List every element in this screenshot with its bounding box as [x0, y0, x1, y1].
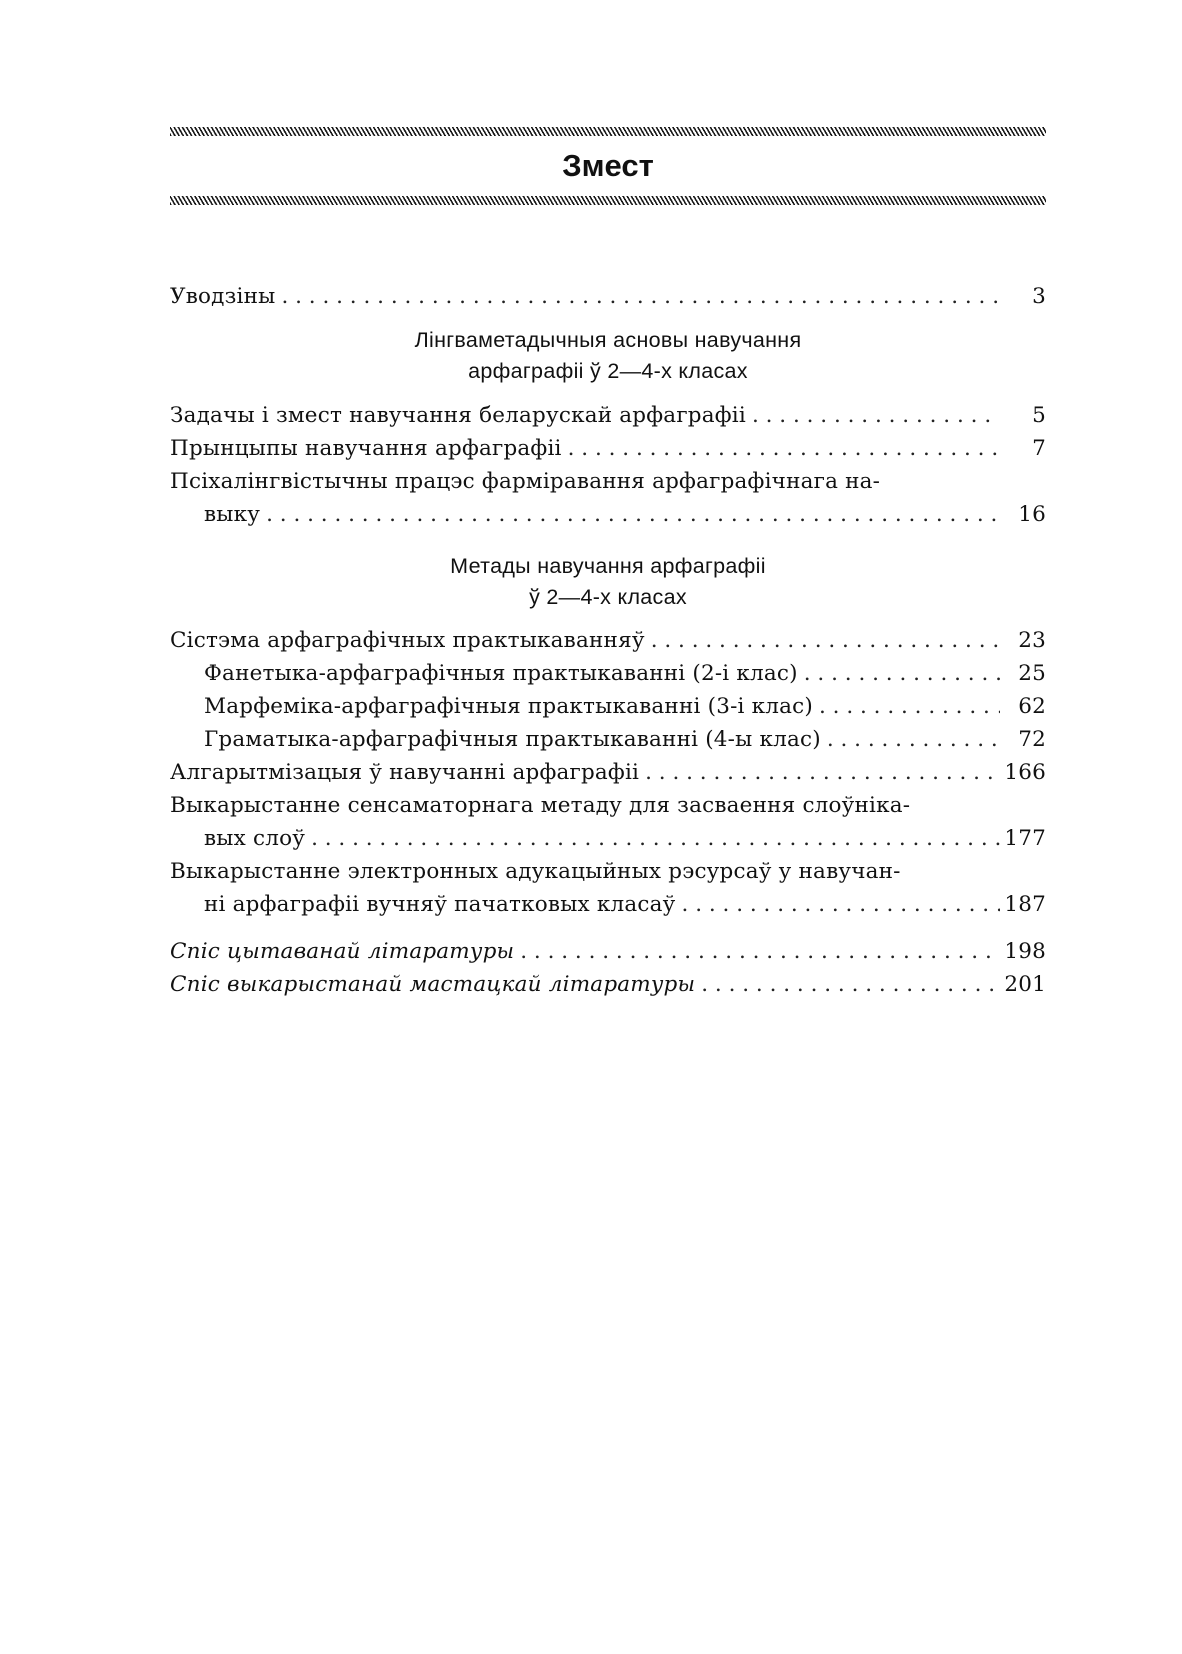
toc-entry-continuation: [170, 888, 1046, 921]
dot-leader: [281, 280, 1000, 313]
toc-page-number: 3: [1032, 284, 1046, 309]
toc-entry[interactable]: [170, 465, 1046, 531]
toc-page-number: 198: [1004, 939, 1046, 964]
table-of-contents: [170, 280, 1046, 1001]
dot-leader: [520, 935, 1000, 968]
toc-entry-text: Задачы і змест навучання беларускай арфаграфіі: [170, 403, 746, 428]
dot-leader: [804, 657, 1000, 690]
section-heading-1: [170, 325, 1046, 387]
toc-entry-text: Спіс выкарыстанай мастацкай літаратуры: [170, 972, 696, 997]
section-heading-2: [170, 551, 1046, 613]
toc-entry-text-line1: Псіхалінгвістычны працэс фарміравання арфаграфічнага на-: [170, 469, 881, 494]
toc-entry-text: Прынцыпы навучання арфаграфіі: [170, 436, 562, 461]
section-heading-line: ў 2—4-х класах: [529, 585, 687, 609]
toc-entry-text: Сістэма арфаграфічных практыкаванняў: [170, 628, 645, 653]
toc-page-number: 5: [1032, 403, 1046, 428]
toc-subentry[interactable]: [170, 723, 1046, 756]
toc-entry-literature[interactable]: [170, 935, 1046, 968]
top-hatched-rule: [170, 127, 1046, 136]
toc-entry-text-line2: вых слоў: [204, 826, 306, 851]
toc-entry-text: Фанетыка-арфаграфічныя практыкаванні (2-і клас): [204, 661, 798, 686]
toc-page-number: 62: [1018, 694, 1046, 719]
toc-entry[interactable]: [170, 855, 1046, 921]
dot-leader: [568, 432, 1000, 465]
toc-entry-text-line2: выку: [204, 502, 261, 527]
toc-page-number: 23: [1018, 628, 1046, 653]
toc-page: [170, 0, 1046, 1654]
toc-entry[interactable]: [170, 624, 1046, 657]
toc-entry[interactable]: [170, 756, 1046, 789]
section-heading-line: арфаграфіі ў 2—4-х класах: [468, 359, 748, 383]
toc-subentry[interactable]: [170, 657, 1046, 690]
page-title: Змест: [562, 148, 654, 183]
toc-page-number: 72: [1018, 727, 1046, 752]
dot-leader: [827, 723, 1000, 756]
toc-entry-text: Алгарытмізацыя ў навучанні арфаграфіі: [170, 760, 640, 785]
dot-leader: [752, 399, 1000, 432]
dot-leader: [819, 690, 1000, 723]
spacer: [170, 921, 1046, 935]
toc-page-number: 187: [1004, 892, 1046, 917]
toc-subentry[interactable]: [170, 690, 1046, 723]
toc-entry-literature[interactable]: [170, 968, 1046, 1001]
dot-leader: [266, 498, 1000, 531]
toc-page-number: 25: [1018, 661, 1046, 686]
toc-page-number: 177: [1004, 826, 1046, 851]
dot-leader: [645, 756, 1000, 789]
dot-leader: [682, 888, 1000, 921]
dot-leader: [651, 624, 1000, 657]
toc-entry-text: Уводзіны: [170, 284, 276, 309]
toc-entry-text: Спіс цытаванай літаратуры: [170, 939, 515, 964]
toc-entry-text-line1: Выкарыстанне сенсаматорнага метаду для засваення слоўніка-: [170, 793, 911, 818]
toc-entry[interactable]: [170, 789, 1046, 855]
toc-page-number: 201: [1004, 972, 1046, 997]
toc-page-number: 16: [1018, 502, 1046, 527]
bottom-hatched-rule: [170, 196, 1046, 205]
toc-page-number: 7: [1032, 436, 1046, 461]
toc-entry-continuation: [170, 822, 1046, 855]
toc-entry-continuation: [170, 498, 1046, 531]
toc-entry[interactable]: [170, 432, 1046, 465]
toc-page-number: 166: [1004, 760, 1046, 785]
section-heading-line: Метады навучання арфаграфіі: [450, 554, 766, 578]
section-heading-line: Лінгваметадычныя асновы навучання: [414, 328, 802, 352]
toc-entry-text-line1: Выкарыстанне электронных адукацыйных рэсурсаў у навучан-: [170, 859, 901, 884]
toc-entry-text-line2: ні арфаграфіі вучняў пачатковых класаў: [204, 892, 676, 917]
dot-leader: [701, 968, 1000, 1001]
dot-leader: [311, 822, 1000, 855]
toc-entry-text: Граматыка-арфаграфічныя практыкаванні (4-ы клас): [204, 727, 821, 752]
toc-entry[interactable]: [170, 399, 1046, 432]
toc-entry-intro[interactable]: [170, 280, 1046, 313]
toc-entry-text: Марфеміка-арфаграфічныя практыкаванні (3-і клас): [204, 694, 813, 719]
